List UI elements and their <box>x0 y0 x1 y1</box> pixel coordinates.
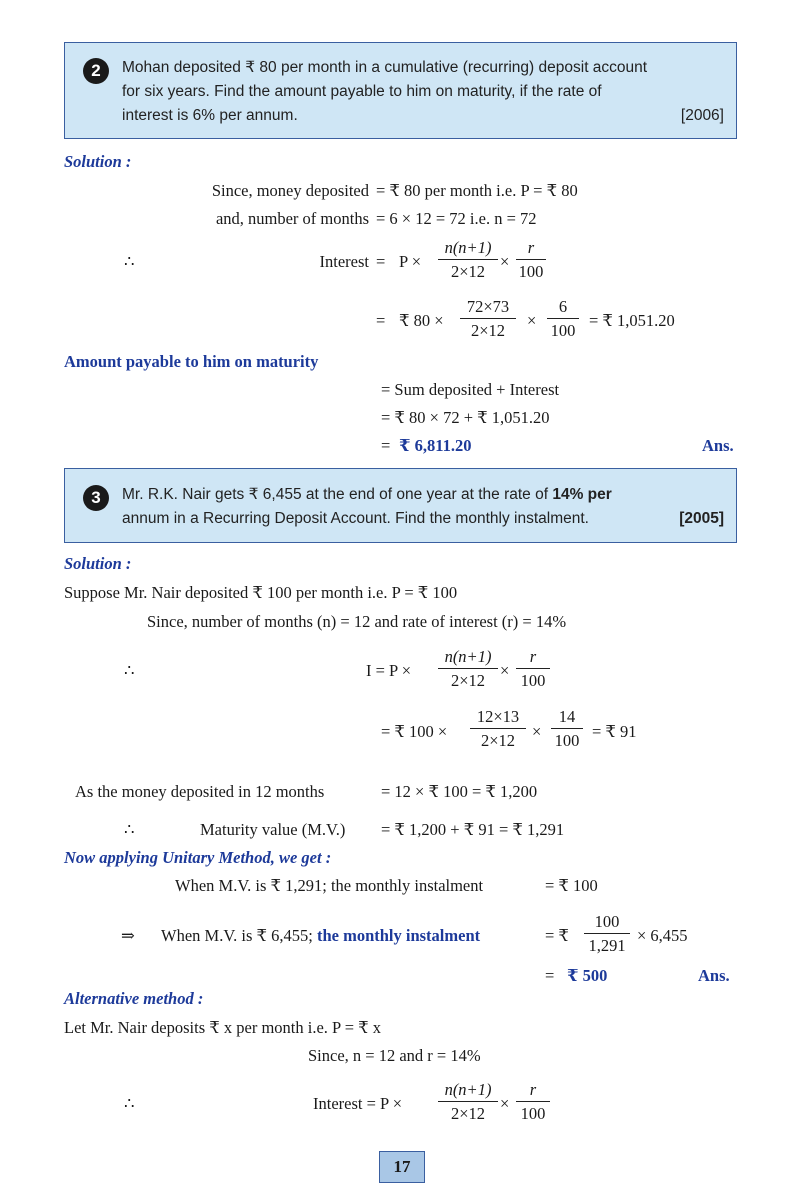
fraction-14-over-100: $\frac{14}{100}$ <box>551 707 583 751</box>
times-sign: × <box>500 661 510 680</box>
deposit-12-months-label: As the money deposited in 12 months <box>75 782 325 801</box>
question-2-text <box>122 56 726 128</box>
interest-i-label: I = P × <box>366 661 412 680</box>
deposit-12-months-value: = 12 × ₹ 100 = ₹ 1,200 <box>381 782 538 801</box>
alt-interest-label: Interest = P × <box>313 1094 403 1113</box>
question-line: Mohan deposited ₹ 80 per month in a cumulative (recurring) deposit account <box>122 59 648 76</box>
suppose-line: Suppose Mr. Nair deposited ₹ 100 per month i.e. P = ₹ 100 <box>64 583 458 602</box>
money-deposited-label: Since, money deposited <box>211 181 369 200</box>
equals-sign: = <box>381 436 391 455</box>
months-label: and, number of months <box>215 209 369 228</box>
calc-prefix: = ₹ 100 × <box>381 722 448 741</box>
monthly-instalment-answer: ₹ 500 <box>567 966 608 985</box>
question-3-box <box>64 468 737 543</box>
fraction-r-over-100: $\frac{r}{100}$ <box>516 647 550 691</box>
interest-label: Interest <box>319 252 369 271</box>
question-year: [2005] <box>679 510 724 527</box>
solution-heading: Solution : <box>64 554 132 573</box>
fraction-r-over-100: $\frac{r}{100}$ <box>516 238 546 282</box>
equals-sign: = <box>376 311 386 330</box>
equals-sign: = <box>376 252 386 271</box>
amount-step-2: = ₹ 80 × 72 + ₹ 1,051.20 <box>381 408 550 427</box>
unitary-method-heading: Now applying Unitary Method, we get : <box>64 848 332 867</box>
fraction-100-over-1291: $\frac{100}{1,291}$ <box>584 912 630 956</box>
unitary-line-2-label: When M.V. is ₹ 6,455; the monthly instalment <box>161 926 481 945</box>
final-amount: ₹ 6,811.20 <box>399 436 472 455</box>
interest-result: = ₹ 1,051.20 <box>589 311 675 330</box>
money-deposited-value: = ₹ 80 per month i.e. P = ₹ 80 <box>376 181 578 200</box>
calc-prefix: ₹ 80 × <box>399 311 444 330</box>
question-line: annum in a Recurring Deposit Account. Find the monthly instalment. [2005] <box>122 507 726 531</box>
question-year: [2006] <box>680 107 724 124</box>
question-number-badge: 2 <box>83 58 109 84</box>
question-3-text <box>122 483 726 531</box>
months-value: = 6 × 12 = 72 i.e. n = 72 <box>376 209 537 228</box>
fraction-6-over-100: $\frac{6}{100}$ <box>547 297 579 341</box>
amount-payable-heading: Amount payable to him on maturity <box>64 352 319 371</box>
times-sign: × <box>500 252 510 271</box>
question-number-badge: 3 <box>83 485 109 511</box>
fraction-72x73: $\frac{72\times 73}{2\times 12}$ <box>460 297 516 341</box>
maturity-value-label: Maturity value (M.V.) <box>200 820 346 839</box>
therefore-symbol: ∴ <box>124 820 135 839</box>
times-sign: × <box>527 311 537 330</box>
alt-since-line: Since, n = 12 and r = 14% <box>308 1046 481 1065</box>
question-line: for six years. Find the amount payable to him on maturity, if the rate of <box>122 83 602 100</box>
fraction-12x13: $\frac{12\times 13}{2\times 12}$ <box>470 707 526 751</box>
question-line: Mr. R.K. Nair gets ₹ 6,455 at the end of one year at the rate of 14% per <box>122 486 612 503</box>
unitary-line-2-equals: = ₹ <box>545 926 569 945</box>
months-rate-line: Since, number of months (n) = 12 and rate of interest (r) = 14% <box>147 612 567 631</box>
alt-let-line: Let Mr. Nair deposits ₹ x per month i.e. P = ₹ x <box>64 1018 382 1037</box>
page-number: 17 <box>379 1151 425 1183</box>
amount-step-1: = Sum deposited + Interest <box>381 380 560 399</box>
solution-heading: Solution : <box>64 152 132 171</box>
unitary-line-1-label: When M.V. is ₹ 1,291; the monthly instalment <box>175 876 484 895</box>
alternative-method-heading: Alternative method : <box>64 989 204 1008</box>
maturity-value-calc: = ₹ 1,200 + ₹ 91 = ₹ 1,291 <box>381 820 565 839</box>
therefore-symbol: ∴ <box>124 252 135 271</box>
p-times: P × <box>399 252 421 271</box>
times-sign: × <box>500 1094 510 1113</box>
unitary-line-2-tail: × 6,455 <box>637 926 688 945</box>
fraction-n-over-24: $\frac{n(n+1)}{2\times 12}$ <box>438 1080 498 1124</box>
implies-arrow: ⇒ <box>121 926 135 945</box>
therefore-symbol: ∴ <box>124 661 135 680</box>
times-sign: × <box>532 722 542 741</box>
fraction-r-over-100: $\frac{r}{100}$ <box>516 1080 550 1124</box>
unitary-line-1-value: = ₹ 100 <box>545 876 598 895</box>
fraction-n-over-24: $\frac{n(n+1)}{2\times 12}$ <box>438 647 498 691</box>
answer-label: Ans. <box>702 436 734 455</box>
question-2-box <box>64 42 737 139</box>
fraction-n-over-24: $\frac{n(n+1)}{2\times 12}$ <box>438 238 498 282</box>
interest-result: = ₹ 91 <box>592 722 637 741</box>
equals-sign: = <box>545 966 555 985</box>
answer-label: Ans. <box>698 966 730 985</box>
therefore-symbol: ∴ <box>124 1094 135 1113</box>
question-line: interest is 6% per annum. [2006] <box>122 104 726 128</box>
